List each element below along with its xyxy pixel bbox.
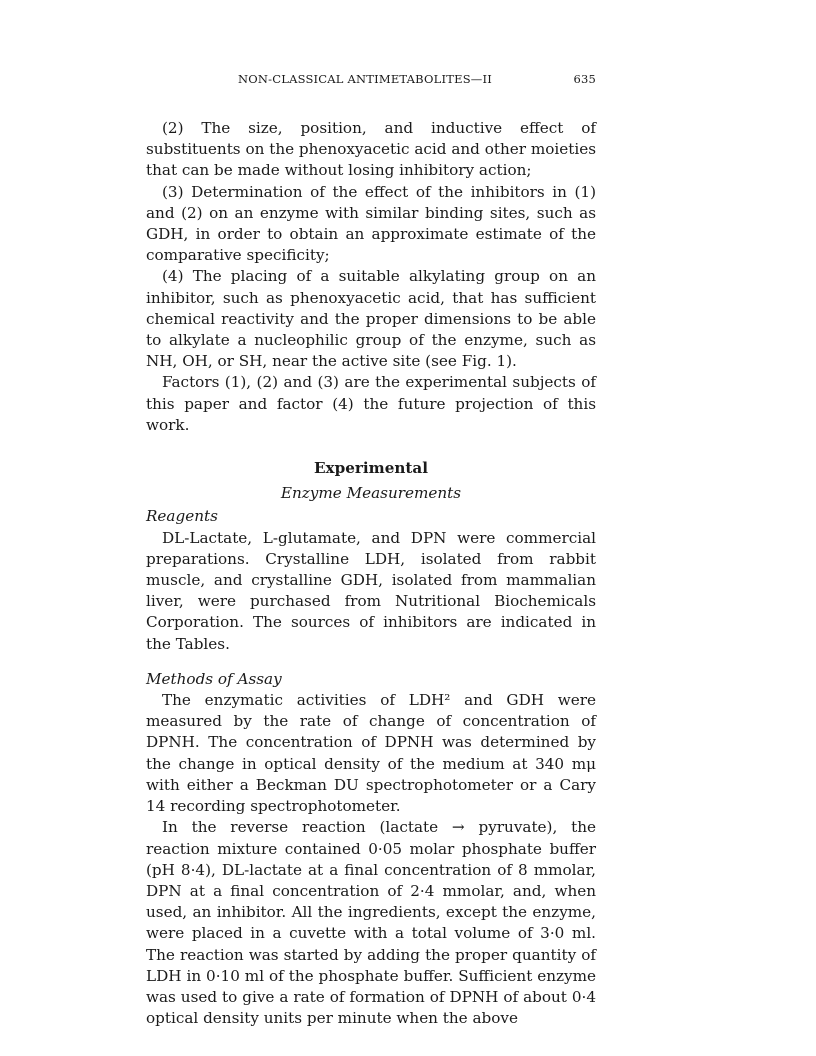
paragraph-methods-1: The enzymatic activities of LDH² and GDH were measured by the rate of change of concentration of DPNH. The concentration of DPNH was determined by the change in optical density of the medium at 340 mμ with either a Beckman DU spectrophotometer or a Cary 14 recording spectrophotometer. xyxy=(146,691,596,816)
sub-heading-reagents: Reagents xyxy=(146,507,218,526)
running-title: NON-CLASSICAL ANTIMETABOLITES—II xyxy=(238,72,492,86)
sub-heading-methods-of-assay: Methods of Assay xyxy=(146,669,282,688)
paragraph-methods-2: In the reverse reaction (lactate → pyruvate), the reaction mixture contained 0·05 molar phosphate buffer (pH 8·4), DL-lactate at a final concentration of 8 mmolar, DPN at a final concentration of 2·4 mmolar, and, when used, an inhibitor. All the ingredients, except the enzyme, were placed in a cuvette with a total volume of 3·0 ml. The reaction was started by adding the proper quantity of LDH in 0·10 ml of the phosphate buffer. Sufficient enzyme was used to give a rate of formation of DPNH of about 0·4 optical density units per minute when the above xyxy=(146,818,596,1028)
paragraph-item-3: (3) Determination of the effect of the inhibitors in (1) and (2) on an enzyme with similar binding sites, such as GDH, in order to obtain an approximate estimate of the comparative specificity; xyxy=(146,182,596,265)
paragraph-reagents: DL-Lactate, L-glutamate, and DPN were commercial preparations. Crystalline LDH, isolated from rabbit muscle, and crystalline GDH, isolated from mammalian liver, were purchased from Nutritional Biochemicals Corporation. The sources of inhibitors are indicated in the Tables. xyxy=(146,528,596,653)
running-head xyxy=(146,72,596,94)
body-text xyxy=(146,118,596,1029)
subsection-heading-enzyme-measurements: Enzyme Measurements xyxy=(280,484,462,503)
paragraph-item-2: (2) The size, position, and inductive effect of substituents on the phenoxyacetic acid and other moieties that can be made without losing inhibitory action; xyxy=(146,119,596,180)
paragraph-item-4: (4) The placing of a suitable alkylating group on an inhibitor, such as phenoxyacetic acid, that has sufficient chemical reactivity and the proper dimensions to be able to alkylate a nucleophilic group of the enzyme, such as NH, OH, or SH, near the active site (see Fig. 1). xyxy=(146,267,596,371)
paragraph-factors: Factors (1), (2) and (3) are the experimental subjects of this paper and factor (4) the future projection of this work. xyxy=(146,373,596,434)
page-number: 635 xyxy=(573,72,596,86)
section-heading-experimental: Experimental xyxy=(313,459,429,478)
journal-page xyxy=(146,72,596,1029)
